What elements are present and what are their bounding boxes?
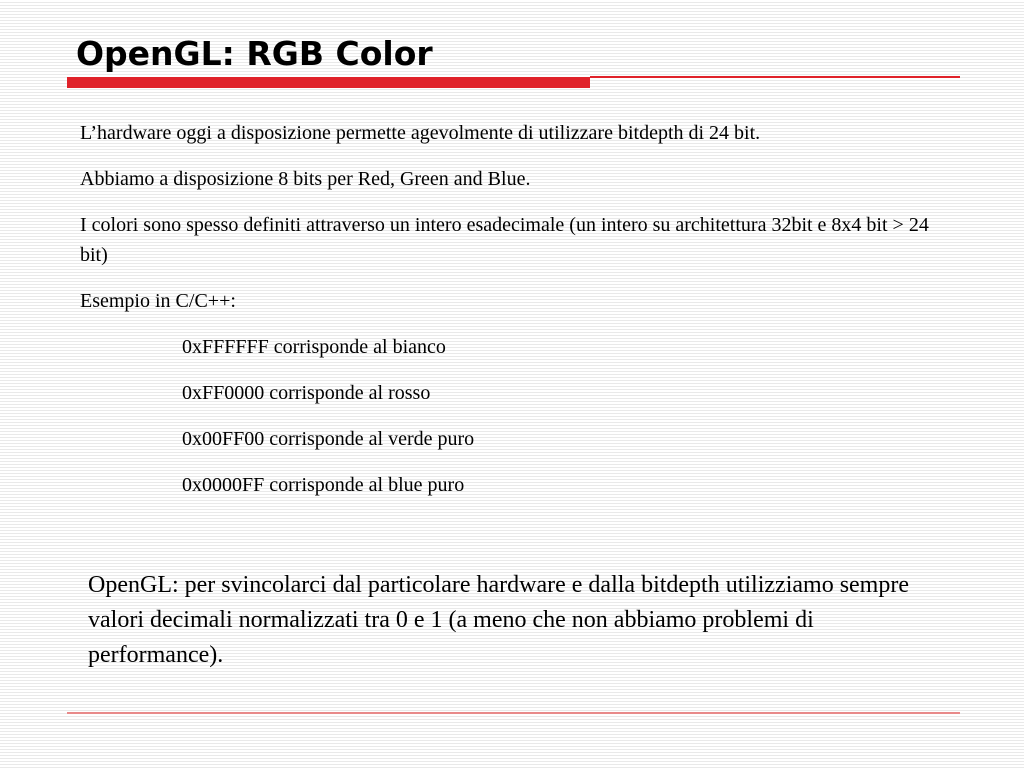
paragraph-hex-integer: I colori sono spesso definiti attraverso un intero esadecimale (un intero su architettura 32bit e 8x4 bit > 24 bit): [80, 214, 929, 266]
paragraph-hardware-bitdepth: L’hardware oggi a disposizione permette agevolmente di utilizzare bitdepth di 24 bit.: [80, 122, 761, 144]
slide-body: [80, 118, 940, 516]
title-underline-accent: [67, 77, 590, 88]
example-green: 0x00FF00 corrisponde al verde puro: [182, 428, 475, 450]
opengl-normalized-note: OpenGL: per svincolarci dal particolare hardware e dalla bitdepth utilizziamo sempre valori decimali normalizzati tra 0 e 1 (a meno che non abbiamo problemi di performance).: [88, 572, 909, 668]
title-underline-divider: [590, 76, 960, 78]
footer-divider: [67, 712, 960, 714]
example-red: 0xFF0000 corrisponde al rosso: [182, 382, 431, 404]
slide-title: OpenGL: RGB Color: [76, 34, 433, 73]
example-white: 0xFFFFFF corrisponde al bianco: [182, 336, 446, 358]
paragraph-example-heading: Esempio in C/C++:: [80, 290, 236, 312]
paragraph-bits-per-channel: Abbiamo a disposizione 8 bits per Red, Green and Blue.: [80, 168, 531, 190]
example-blue: 0x0000FF corrisponde al blue puro: [182, 474, 465, 496]
